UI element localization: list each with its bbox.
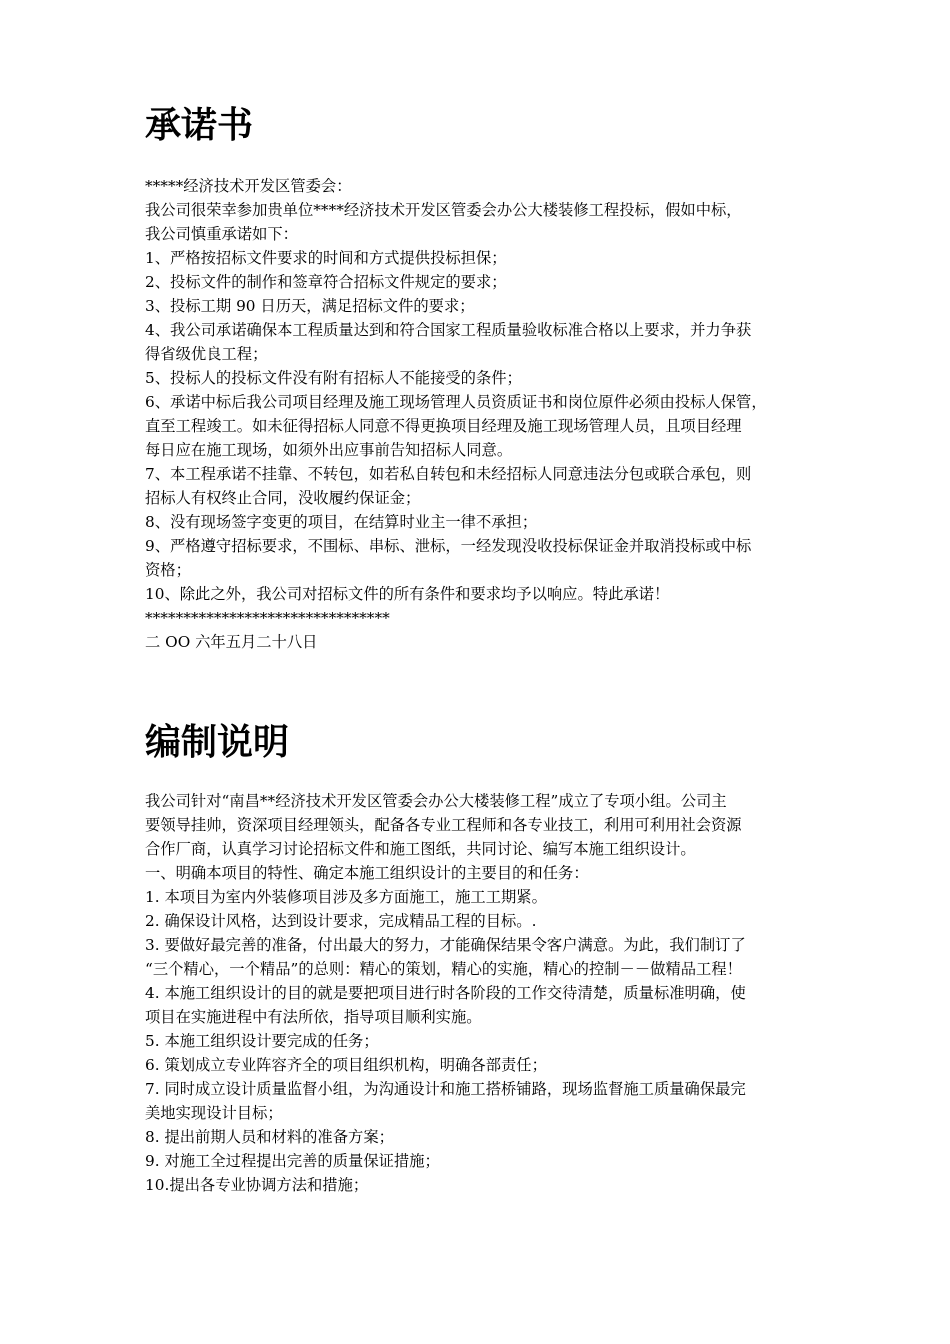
commitment-intro-line-1: 我公司很荣幸参加贵单位****经济技术开发区管委会办公大楼装修工程投标，假如中标， (145, 201, 742, 219)
commitment-date: 二 OO 六年五月二十八日 (145, 633, 318, 651)
notes-item-10: 10.提出各专业协调方法和措施； (145, 1176, 369, 1194)
notes-intro-line-3: 合作厂商，认真学习讨论招标文件和施工图纸，共同讨论、编写本施工组织设计。 (145, 840, 696, 858)
commitment-item-6-line-2: 直至工程竣工。如未征得招标人同意不得更换项目经理及施工现场管理人员，且项目经理 (145, 417, 742, 435)
notes-item-7-line-1: 7. 同时成立设计质量监督小组，为沟通设计和施工搭桥铺路，现场监督施工质量确保最完 (145, 1080, 746, 1098)
notes-item-8: 8. 提出前期人员和材料的准备方案； (145, 1128, 394, 1146)
commitment-item-4-line-2: 得省级优良工程； (145, 345, 268, 363)
notes-item-1: 1. 本项目为室内外装修项目涉及多方面施工，施工工期紧。 (145, 888, 547, 906)
notes-item-7-line-2: 美地实现设计目标； (145, 1104, 283, 1122)
commitment-item-6-line-3: 每日应在施工现场，如须外出应事前告知招标人同意。 (145, 441, 513, 459)
commitment-item-9-line-1: 9、严格遵守招标要求，不围标、串标、泄标，一经发现没收投标保证金并取消投标或中标 (145, 537, 752, 555)
compilation-notes-title: 编制说明 (145, 722, 290, 763)
commitment-item-6-line-1: 6、承诺中标后我公司项目经理及施工现场管理人员资质证书和岗位原件必须由投标人保管， (145, 393, 767, 411)
notes-item-2: 2. 确保设计风格，达到设计要求，完成精品工程的目标。. (145, 912, 537, 930)
commitment-item-10: 10、除此之外，我公司对招标文件的所有条件和要求均予以响应。特此承诺！ (145, 585, 670, 603)
notes-item-9: 9. 对施工全过程提出完善的质量保证措施； (145, 1152, 440, 1170)
notes-item-6: 6. 策划成立专业阵容齐全的项目组织机构，明确各部责任； (145, 1056, 547, 1074)
notes-intro-line-2: 要领导挂帅，资深项目经理领头，配备各专业工程师和各专业技工，利用可利用社会资源 (145, 816, 742, 834)
commitment-intro-line-2: 我公司慎重承诺如下： (145, 225, 298, 243)
commitment-item-4-line-1: 4、我公司承诺确保本工程质量达到和符合国家工程质量验收标准合格以上要求，并力争获 (145, 321, 752, 339)
commitment-signature-mask: ******************************** (145, 609, 390, 627)
commitment-body (145, 174, 825, 654)
notes-item-3-line-1: 3. 要做好最完善的准备，付出最大的努力，才能确保结果令客户满意。为此，我们制订了 (145, 936, 746, 954)
notes-item-4-line-2: 项目在实施进程中有法所依，指导项目顺利实施。 (145, 1008, 482, 1026)
commitment-item-5: 5、投标人的投标文件没有附有招标人不能接受的条件； (145, 369, 522, 387)
notes-intro-line-1: 我公司针对“南昌**经济技术开发区管委会办公大楼装修工程”成立了专项小组。公司主 (145, 792, 727, 810)
commitment-item-2: 2、投标文件的制作和签章符合招标文件规定的要求； (145, 273, 507, 291)
notes-item-5: 5. 本施工组织设计要完成的任务； (145, 1032, 379, 1050)
notes-item-3-line-2: “三个精心，一个精品”的总则：精心的策划，精心的实施，精心的控制－－做精品工程！ (145, 960, 742, 978)
commitment-item-1: 1、严格按招标文件要求的时间和方式提供投标担保； (145, 249, 507, 267)
commitment-item-8: 8、没有现场签字变更的项目，在结算时业主一律不承担； (145, 513, 538, 531)
commitment-title: 承诺书 (145, 105, 254, 146)
commitment-item-7-line-1: 7、本工程承诺不挂靠、不转包，如若私自转包和未经招标人同意违法分包或联合承包，则 (145, 465, 752, 483)
notes-item-4-line-1: 4. 本施工组织设计的目的就是要把项目进行时各阶段的工作交待清楚，质量标准明确，使 (145, 984, 746, 1002)
commitment-salutation: *****经济技术开发区管委会： (145, 177, 352, 195)
commitment-item-3: 3、投标工期 90 日历天，满足招标文件的要求； (145, 297, 475, 315)
commitment-item-9-line-2: 资格； (145, 561, 191, 579)
commitment-item-7-line-2: 招标人有权终止合同，没收履约保证金； (145, 489, 421, 507)
notes-heading-1: 一、明确本项目的特性、确定本施工组织设计的主要目的和任务： (145, 864, 589, 882)
compilation-notes-body (145, 789, 825, 1197)
